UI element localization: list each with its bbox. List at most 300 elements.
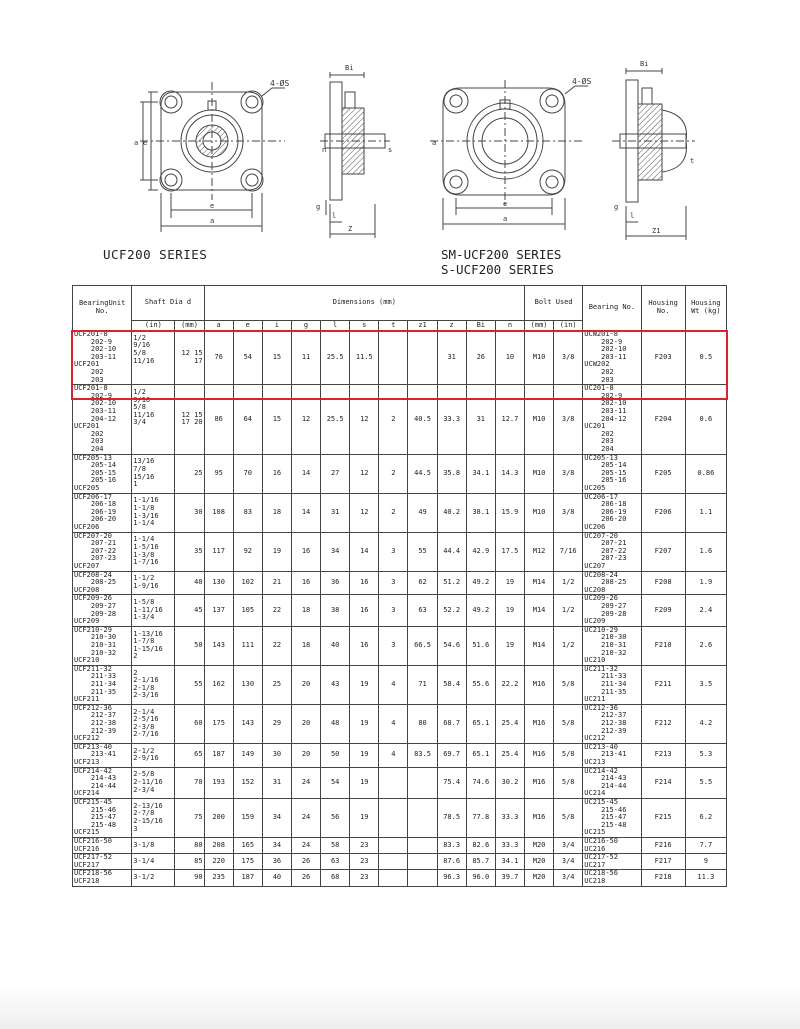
cell-wt: 1.6 xyxy=(685,532,726,571)
cell-z1: 55 xyxy=(408,532,437,571)
cell-bolt-mm: M10 xyxy=(525,454,554,493)
cell-unit: UCF209-26 209-27 209-28 UCF209 xyxy=(73,595,132,626)
table-row xyxy=(73,571,727,595)
cell-g: 16 xyxy=(291,571,320,595)
header-shaft-dia: Shaft Dia d xyxy=(132,286,204,321)
cell-shaft-in: 1-5/8 1-11/16 1-3/4 xyxy=(132,595,175,626)
cell-wt: 5.5 xyxy=(685,767,726,798)
subheader: l xyxy=(321,321,350,331)
cell-wt: 0.6 xyxy=(685,385,726,454)
cell-shaft-mm: 90 xyxy=(175,870,204,886)
cell-z: 52.2 xyxy=(437,595,466,626)
cell-z: 87.6 xyxy=(437,854,466,870)
cell-t: 3 xyxy=(379,626,408,665)
cell-e: 187 xyxy=(233,870,262,886)
cell-shaft-in: 13/16 7/8 15/16 1 xyxy=(132,454,175,493)
cell-n: 25.4 xyxy=(495,743,524,767)
cell-l: 48 xyxy=(321,704,350,743)
cell-shaft-mm: 35 xyxy=(175,532,204,571)
cell-bearing: UC214-42 214-43 214-44 UC214 xyxy=(583,767,641,798)
cell-a: 143 xyxy=(204,626,233,665)
cell-wt: 7.7 xyxy=(685,837,726,853)
cell-g: 26 xyxy=(291,854,320,870)
cell-bolt-in: 3/4 xyxy=(554,837,583,853)
cell-a: 193 xyxy=(204,767,233,798)
technical-drawings xyxy=(0,0,800,285)
cell-bolt-mm: M20 xyxy=(525,837,554,853)
table-row xyxy=(73,854,727,870)
cell-housing: F203 xyxy=(641,331,685,385)
cell-g: 11 xyxy=(291,331,320,385)
cell-shaft-in: 2-13/16 2-7/8 2-15/16 3 xyxy=(132,798,175,837)
table-row xyxy=(73,385,727,454)
cell-housing: F217 xyxy=(641,854,685,870)
cell-bi: 65.1 xyxy=(466,743,495,767)
cell-a: 95 xyxy=(204,454,233,493)
cell-wt: 2.4 xyxy=(685,595,726,626)
cell-shaft-mm: 30 xyxy=(175,493,204,532)
table-row xyxy=(73,626,727,665)
cell-shaft-in: 1-1/4 1-5/16 1-3/8 1-7/16 xyxy=(132,532,175,571)
right-hole-label: 4-ØS xyxy=(572,77,592,86)
cell-s: 12 xyxy=(350,454,379,493)
cell-l: 25.5 xyxy=(321,385,350,454)
subheader: Bi xyxy=(466,321,495,331)
cell-unit: UCF217-52 UCF217 xyxy=(73,854,132,870)
cell-t: 2 xyxy=(379,454,408,493)
cell-bolt-mm: M12 xyxy=(525,532,554,571)
cell-e: 152 xyxy=(233,767,262,798)
svg-text:e: e xyxy=(503,200,508,208)
cell-e: 143 xyxy=(233,704,262,743)
cell-bolt-mm: M10 xyxy=(525,331,554,385)
subheader: n xyxy=(495,321,524,331)
cell-n: 19 xyxy=(495,626,524,665)
cell-bi: 26 xyxy=(466,331,495,385)
cell-t: 4 xyxy=(379,743,408,767)
cell-bearing: UC205-13 205-14 205-15 205-16 UC205 xyxy=(583,454,641,493)
cell-z: 51.2 xyxy=(437,571,466,595)
cell-s: 16 xyxy=(350,571,379,595)
cell-housing: F208 xyxy=(641,571,685,595)
cell-n: 39.7 xyxy=(495,870,524,886)
page-bottom-shade xyxy=(0,985,800,1029)
svg-text:l: l xyxy=(332,212,337,220)
svg-text:Z1: Z1 xyxy=(652,227,661,235)
cell-i: 30 xyxy=(262,743,291,767)
cell-bi: 34.1 xyxy=(466,454,495,493)
header-bearing-no: Bearing No. xyxy=(583,286,641,331)
cell-s: 16 xyxy=(350,595,379,626)
subheader: i xyxy=(262,321,291,331)
cell-n: 14.3 xyxy=(495,454,524,493)
right-side-view xyxy=(612,68,695,240)
cell-housing: F211 xyxy=(641,665,685,704)
cell-shaft-in: 3-1/2 xyxy=(132,870,175,886)
cell-e: 149 xyxy=(233,743,262,767)
cell-t: 2 xyxy=(379,493,408,532)
cell-z: 96.3 xyxy=(437,870,466,886)
cell-g: 24 xyxy=(291,767,320,798)
cell-a: 187 xyxy=(204,743,233,767)
table-row xyxy=(73,870,727,886)
cell-bearing: UC208-24 208-25 UC208 xyxy=(583,571,641,595)
cell-wt: 2.6 xyxy=(685,626,726,665)
cell-i: 16 xyxy=(262,454,291,493)
cell-bearing: UCW201-8 202-9 202-10 203-11 UCW202 202 203 xyxy=(583,331,641,385)
cell-shaft-in: 3-1/4 xyxy=(132,854,175,870)
cell-l: 43 xyxy=(321,665,350,704)
svg-text:n: n xyxy=(322,146,327,154)
table-row xyxy=(73,665,727,704)
header-bearing-unit: BearingUnit No. xyxy=(73,286,132,331)
cell-unit: UCF207-20 207-21 207-22 207-23 UCF207 xyxy=(73,532,132,571)
cell-shaft-mm: 50 xyxy=(175,626,204,665)
cell-z1: 80 xyxy=(408,704,437,743)
cell-bi: 55.6 xyxy=(466,665,495,704)
cell-i: 36 xyxy=(262,854,291,870)
cell-unit: UCF213-40 213-41 UCF213 xyxy=(73,743,132,767)
cell-unit: UCF212-36 212-37 212-38 212-39 UCF212 xyxy=(73,704,132,743)
cell-unit: UCF218-56 UCF218 xyxy=(73,870,132,886)
cell-t: 3 xyxy=(379,595,408,626)
cell-z: 40.2 xyxy=(437,493,466,532)
cell-a: 76 xyxy=(204,331,233,385)
cell-housing: F218 xyxy=(641,870,685,886)
cell-shaft-mm: 60 xyxy=(175,704,204,743)
cell-bi: 42.9 xyxy=(466,532,495,571)
svg-text:a: a xyxy=(210,217,215,225)
cell-z: 75.4 xyxy=(437,767,466,798)
left-hole-label: 4-ØS xyxy=(270,79,290,88)
cell-unit: UCF216-50 UCF216 xyxy=(73,837,132,853)
cell-i: 22 xyxy=(262,595,291,626)
cell-shaft-in: 1/2 9/16 5/8 11/16 xyxy=(132,331,175,385)
cell-z: 31 xyxy=(437,331,466,385)
cell-bolt-in: 1/2 xyxy=(554,571,583,595)
svg-text:g: g xyxy=(316,203,321,211)
cell-l: 38 xyxy=(321,595,350,626)
cell-bolt-mm: M10 xyxy=(525,493,554,532)
table-row xyxy=(73,798,727,837)
cell-bolt-in: 3/8 xyxy=(554,385,583,454)
table-row xyxy=(73,331,727,385)
cell-t: 3 xyxy=(379,532,408,571)
cell-housing: F213 xyxy=(641,743,685,767)
cell-e: 159 xyxy=(233,798,262,837)
cell-z1 xyxy=(408,854,437,870)
cell-bolt-in: 3/4 xyxy=(554,870,583,886)
cell-i: 18 xyxy=(262,493,291,532)
cell-e: 70 xyxy=(233,454,262,493)
cell-l: 63 xyxy=(321,854,350,870)
subheader: g xyxy=(291,321,320,331)
svg-text:Bi: Bi xyxy=(345,64,354,72)
cell-bolt-mm: M10 xyxy=(525,385,554,454)
cell-s: 19 xyxy=(350,743,379,767)
cell-bearing: UC210-29 210-30 210-31 210-32 UC210 xyxy=(583,626,641,665)
cell-n: 33.3 xyxy=(495,798,524,837)
cell-i: 22 xyxy=(262,626,291,665)
cell-bolt-in: 5/8 xyxy=(554,665,583,704)
cell-shaft-in: 3-1/8 xyxy=(132,837,175,853)
table-row xyxy=(73,532,727,571)
cell-bi: 85.7 xyxy=(466,854,495,870)
cell-g: 26 xyxy=(291,870,320,886)
svg-text:a: a xyxy=(432,139,437,147)
header-bolt-used: Bolt Used xyxy=(525,286,583,321)
svg-text:l: l xyxy=(630,212,635,220)
cell-z: 54.6 xyxy=(437,626,466,665)
subheader: (in) xyxy=(554,321,583,331)
cell-t: 2 xyxy=(379,385,408,454)
cell-bi: 49.2 xyxy=(466,595,495,626)
cell-unit: UCF208-24 208-25 UCF208 xyxy=(73,571,132,595)
cell-t xyxy=(379,854,408,870)
cell-bearing: UC211-32 211-33 211-34 211-35 UC211 xyxy=(583,665,641,704)
left-series-label: UCF200 SERIES xyxy=(103,247,208,262)
cell-shaft-in: 2 2-1/16 2-1/8 2-3/16 xyxy=(132,665,175,704)
table-row xyxy=(73,454,727,493)
cell-bolt-in: 1/2 xyxy=(554,595,583,626)
cell-shaft-mm: 55 xyxy=(175,665,204,704)
cell-shaft-mm: 25 xyxy=(175,454,204,493)
cell-s: 19 xyxy=(350,665,379,704)
cell-s: 16 xyxy=(350,626,379,665)
cell-shaft-in: 1-1/16 1-1/8 1-3/16 1-1/4 xyxy=(132,493,175,532)
svg-text:g: g xyxy=(614,203,619,211)
cell-z1 xyxy=(408,331,437,385)
svg-text:a: a xyxy=(134,139,139,147)
cell-bolt-mm: M16 xyxy=(525,704,554,743)
cell-bolt-in: 7/16 xyxy=(554,532,583,571)
table-row xyxy=(73,595,727,626)
cell-unit: UCF215-45 215-46 215-47 215-48 UCF215 xyxy=(73,798,132,837)
cell-bi: 77.8 xyxy=(466,798,495,837)
cell-z: 35.8 xyxy=(437,454,466,493)
cell-wt: 11.3 xyxy=(685,870,726,886)
svg-text:Z: Z xyxy=(348,225,353,233)
cell-bi: 49.2 xyxy=(466,571,495,595)
cell-bolt-in: 1/2 xyxy=(554,626,583,665)
cell-shaft-mm: 75 xyxy=(175,798,204,837)
svg-text:e: e xyxy=(143,139,148,147)
cell-shaft-in: 2-5/8 2-11/16 2-3/4 xyxy=(132,767,175,798)
cell-s: 11.5 xyxy=(350,331,379,385)
cell-z: 44.4 xyxy=(437,532,466,571)
cell-a: 208 xyxy=(204,837,233,853)
cell-g: 14 xyxy=(291,454,320,493)
cell-bolt-in: 5/8 xyxy=(554,767,583,798)
cell-bolt-in: 3/8 xyxy=(554,331,583,385)
cell-e: 130 xyxy=(233,665,262,704)
cell-z1: 49 xyxy=(408,493,437,532)
cell-t xyxy=(379,798,408,837)
spec-table-body xyxy=(73,331,727,887)
cell-z: 83.3 xyxy=(437,837,466,853)
cell-shaft-mm: 65 xyxy=(175,743,204,767)
cell-t xyxy=(379,870,408,886)
cell-i: 40 xyxy=(262,870,291,886)
cell-g: 20 xyxy=(291,743,320,767)
cell-s: 12 xyxy=(350,385,379,454)
svg-text:t: t xyxy=(690,157,695,165)
cell-s: 23 xyxy=(350,854,379,870)
cell-z: 68.7 xyxy=(437,704,466,743)
cell-z1: 44.5 xyxy=(408,454,437,493)
cell-bearing: UC206-17 206-18 206-19 206-20 UC206 xyxy=(583,493,641,532)
cell-i: 25 xyxy=(262,665,291,704)
cell-shaft-mm: 40 xyxy=(175,571,204,595)
cell-n: 34.1 xyxy=(495,854,524,870)
cell-t: 3 xyxy=(379,571,408,595)
cell-wt: 9 xyxy=(685,854,726,870)
cell-n: 33.3 xyxy=(495,837,524,853)
svg-text:Bi: Bi xyxy=(640,60,649,68)
cell-shaft-mm: 70 xyxy=(175,767,204,798)
cell-l: 40 xyxy=(321,626,350,665)
subheader: a xyxy=(204,321,233,331)
cell-bolt-in: 3/8 xyxy=(554,493,583,532)
cell-shaft-in: 2-1/4 2-5/16 2-3/8 2-7/16 xyxy=(132,704,175,743)
cell-z1 xyxy=(408,837,437,853)
cell-bolt-mm: M14 xyxy=(525,571,554,595)
cell-shaft-in: 1-13/16 1-7/8 1-15/16 2 xyxy=(132,626,175,665)
cell-bolt-mm: M20 xyxy=(525,854,554,870)
cell-l: 31 xyxy=(321,493,350,532)
cell-bearing: UC201-8 202-9 202-10 203-11 204-12 UC201 202 203 204 xyxy=(583,385,641,454)
cell-bolt-mm: M14 xyxy=(525,595,554,626)
cell-wt: 6.2 xyxy=(685,798,726,837)
cell-i: 29 xyxy=(262,704,291,743)
cell-bearing: UC218-56 UC218 xyxy=(583,870,641,886)
cell-wt: 1.1 xyxy=(685,493,726,532)
cell-e: 105 xyxy=(233,595,262,626)
subheader: (mm) xyxy=(525,321,554,331)
cell-housing: F209 xyxy=(641,595,685,626)
cell-e: 165 xyxy=(233,837,262,853)
cell-t: 4 xyxy=(379,665,408,704)
cell-bolt-mm: M16 xyxy=(525,767,554,798)
cell-l: 68 xyxy=(321,870,350,886)
cell-a: 235 xyxy=(204,870,233,886)
cell-unit: UCF211-32 211-33 211-34 211-35 UCF211 xyxy=(73,665,132,704)
subheader: e xyxy=(233,321,262,331)
header-dimensions: Dimensions (mm) xyxy=(204,286,524,321)
cell-a: 162 xyxy=(204,665,233,704)
cell-g: 16 xyxy=(291,532,320,571)
cell-unit: UCF205-13 205-14 205-15 205-16 UCF205 xyxy=(73,454,132,493)
cell-s: 12 xyxy=(350,493,379,532)
cell-e: 102 xyxy=(233,571,262,595)
cell-s: 19 xyxy=(350,704,379,743)
svg-text:s: s xyxy=(388,146,393,154)
cell-t xyxy=(379,837,408,853)
cell-shaft-in: 1/2 9/16 5/8 11/16 3/4 xyxy=(132,385,175,454)
cell-s: 23 xyxy=(350,837,379,853)
cell-l: 34 xyxy=(321,532,350,571)
cell-housing: F210 xyxy=(641,626,685,665)
cell-s: 19 xyxy=(350,767,379,798)
cell-z: 78.5 xyxy=(437,798,466,837)
cell-bi: 82.6 xyxy=(466,837,495,853)
subheader: s xyxy=(350,321,379,331)
cell-unit: UCF201-8 202-9 202-10 203-11 204-12 UCF201 202 203 204 xyxy=(73,385,132,454)
cell-i: 34 xyxy=(262,837,291,853)
cell-bi: 65.1 xyxy=(466,704,495,743)
cell-z1 xyxy=(408,870,437,886)
right-front-view xyxy=(430,80,588,230)
cell-n: 22.2 xyxy=(495,665,524,704)
cell-bi: 96.0 xyxy=(466,870,495,886)
cell-bolt-mm: M16 xyxy=(525,798,554,837)
svg-text:e: e xyxy=(210,202,215,210)
cell-t: 4 xyxy=(379,704,408,743)
cell-g: 18 xyxy=(291,595,320,626)
cell-bearing: UC216-50 UC216 xyxy=(583,837,641,853)
cell-a: 86 xyxy=(204,385,233,454)
cell-l: 56 xyxy=(321,798,350,837)
table-row xyxy=(73,767,727,798)
cell-bi: 38.1 xyxy=(466,493,495,532)
table-row xyxy=(73,743,727,767)
cell-t xyxy=(379,331,408,385)
cell-n: 12.7 xyxy=(495,385,524,454)
cell-e: 64 xyxy=(233,385,262,454)
table-row xyxy=(73,493,727,532)
cell-bearing: UC213-40 213-41 UC213 xyxy=(583,743,641,767)
cell-shaft-mm: 85 xyxy=(175,854,204,870)
right-series-label-2: S-UCF200 SERIES xyxy=(441,262,554,277)
cell-n: 15.9 xyxy=(495,493,524,532)
cell-wt: 0.5 xyxy=(685,331,726,385)
left-side-view xyxy=(320,72,393,238)
cell-l: 50 xyxy=(321,743,350,767)
cell-bolt-in: 5/8 xyxy=(554,798,583,837)
cell-housing: F212 xyxy=(641,704,685,743)
cell-g: 14 xyxy=(291,493,320,532)
cell-z1 xyxy=(408,767,437,798)
cell-n: 10 xyxy=(495,331,524,385)
cell-bearing: UC217-52 UC217 xyxy=(583,854,641,870)
spec-table xyxy=(72,285,727,887)
table-row xyxy=(73,837,727,853)
cell-e: 92 xyxy=(233,532,262,571)
cell-wt: 4.2 xyxy=(685,704,726,743)
cell-e: 175 xyxy=(233,854,262,870)
cell-g: 20 xyxy=(291,704,320,743)
cell-shaft-in: 2-1/2 2-9/16 xyxy=(132,743,175,767)
cell-housing: F204 xyxy=(641,385,685,454)
cell-s: 14 xyxy=(350,532,379,571)
cell-l: 58 xyxy=(321,837,350,853)
cell-a: 117 xyxy=(204,532,233,571)
cell-i: 21 xyxy=(262,571,291,595)
cell-housing: F205 xyxy=(641,454,685,493)
cell-z1: 62 xyxy=(408,571,437,595)
cell-a: 130 xyxy=(204,571,233,595)
cell-z1: 63 xyxy=(408,595,437,626)
header-housing-wt: Housing Wt (kg) xyxy=(685,286,726,331)
cell-z1: 83.5 xyxy=(408,743,437,767)
cell-t xyxy=(379,767,408,798)
cell-s: 19 xyxy=(350,798,379,837)
cell-n: 30.2 xyxy=(495,767,524,798)
cell-n: 17.5 xyxy=(495,532,524,571)
cell-z: 58.4 xyxy=(437,665,466,704)
cell-unit: UCF206-17 206-18 206-19 206-20 UCF206 xyxy=(73,493,132,532)
cell-g: 12 xyxy=(291,385,320,454)
